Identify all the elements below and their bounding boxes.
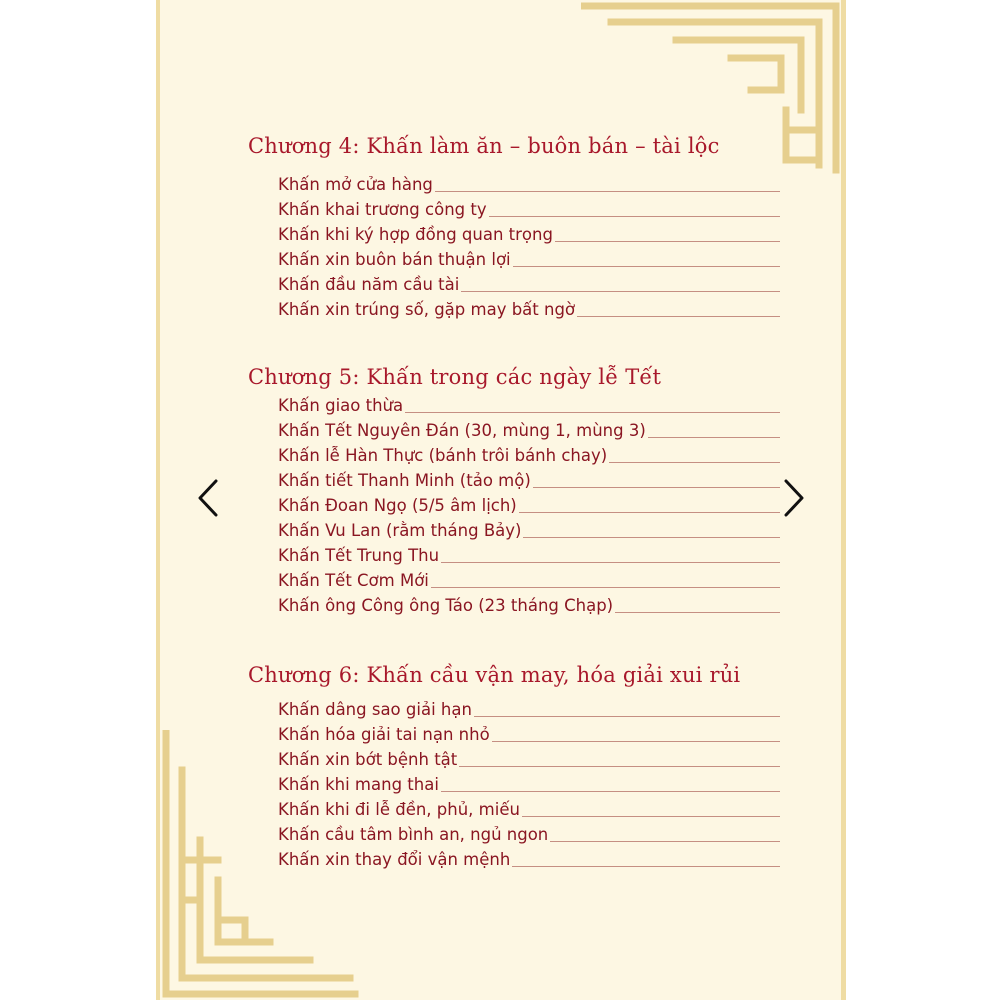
toc-entry[interactable] [278, 496, 780, 516]
leader-line [461, 291, 780, 292]
toc-entry[interactable] [278, 275, 780, 295]
entry-label: Khấn Đoan Ngọ (5/5 âm lịch) [278, 496, 517, 515]
entry-label: Khấn đầu năm cầu tài [278, 275, 460, 294]
leader-line [492, 741, 780, 742]
entry-label: Khấn cầu tâm bình an, ngủ ngon [278, 825, 549, 844]
leader-line [459, 766, 780, 767]
toc-entry[interactable] [278, 521, 780, 541]
toc-entry[interactable] [278, 250, 780, 270]
leader-line [489, 216, 780, 217]
leader-line [513, 266, 780, 267]
toc-entry[interactable] [278, 825, 780, 845]
entry-label: Khấn xin buôn bán thuận lợi [278, 250, 511, 269]
toc-entry[interactable] [278, 175, 780, 195]
chapter-title: Chương 4: Khấn làm ăn – buôn bán – tài lộc [248, 134, 720, 158]
leader-line [648, 437, 780, 438]
toc-entry[interactable] [278, 225, 780, 245]
entry-label: Khấn tiết Thanh Minh (tảo mộ) [278, 471, 531, 490]
book-page [156, 0, 846, 1000]
toc-entry[interactable] [278, 300, 780, 320]
chapter-title: Chương 5: Khấn trong các ngày lễ Tết [248, 365, 662, 389]
entry-label: Khấn lễ Hàn Thực (bánh trôi bánh chay) [278, 446, 608, 465]
entry-label: Khấn khi mang thai [278, 775, 439, 794]
leader-line [441, 791, 780, 792]
toc-entry[interactable] [278, 421, 780, 441]
entry-label: Khấn xin trúng số, gặp may bất ngờ [278, 300, 576, 319]
prev-image-button[interactable] [194, 478, 224, 518]
toc-entry[interactable] [278, 750, 780, 770]
leader-line [435, 191, 780, 192]
toc-entry[interactable] [278, 800, 780, 820]
toc-entry[interactable] [278, 850, 780, 870]
toc-entry[interactable] [278, 725, 780, 745]
toc-entry[interactable] [278, 700, 780, 720]
leader-line [533, 487, 780, 488]
entry-label: Khấn hóa giải tai nạn nhỏ [278, 725, 490, 744]
entry-label: Khấn ông Công ông Táo (23 tháng Chạp) [278, 596, 614, 615]
entry-label: Khấn Tết Nguyên Đán (30, mùng 1, mùng 3) [278, 421, 646, 440]
entry-label: Khấn dâng sao giải hạn [278, 700, 472, 719]
chevron-right-icon [778, 478, 808, 518]
entry-label: Khấn Tết Cơm Mới [278, 571, 429, 590]
entry-label: Khấn khi đi lễ đền, phủ, miếu [278, 800, 520, 819]
entry-label: Khấn Vu Lan (rằm tháng Bảy) [278, 521, 522, 540]
toc-entry[interactable] [278, 471, 780, 491]
entry-label: Khấn xin bớt bệnh tật [278, 750, 458, 769]
toc-entry[interactable] [278, 571, 780, 591]
toc-entry[interactable] [278, 200, 780, 220]
leader-line [441, 562, 780, 563]
chapter-title: Chương 6: Khấn cầu vận may, hóa giải xui rủi [248, 663, 741, 687]
entry-label: Khấn giao thừa [278, 396, 404, 415]
toc-entry[interactable] [278, 396, 780, 416]
entry-label: Khấn xin thay đổi vận mệnh [278, 850, 511, 869]
leader-line [609, 462, 780, 463]
chevron-left-icon [194, 478, 224, 518]
leader-line [555, 241, 780, 242]
next-image-button[interactable] [778, 478, 808, 518]
toc-entry[interactable] [278, 596, 780, 616]
entry-label: Khấn khai trương công ty [278, 200, 487, 219]
leader-line [550, 841, 780, 842]
leader-line [522, 816, 780, 817]
toc-entry[interactable] [278, 446, 780, 466]
toc-entry[interactable] [278, 775, 780, 795]
leader-line [474, 716, 780, 717]
leader-line [615, 612, 780, 613]
entry-label: Khấn Tết Trung Thu [278, 546, 440, 565]
leader-line [431, 587, 780, 588]
toc-entry[interactable] [278, 546, 780, 566]
leader-line [577, 316, 780, 317]
leader-line [519, 512, 780, 513]
leader-line [512, 866, 780, 867]
leader-line [523, 537, 780, 538]
leader-line [405, 412, 780, 413]
entry-label: Khấn mở cửa hàng [278, 175, 433, 194]
entry-label: Khấn khi ký hợp đồng quan trọng [278, 225, 553, 244]
